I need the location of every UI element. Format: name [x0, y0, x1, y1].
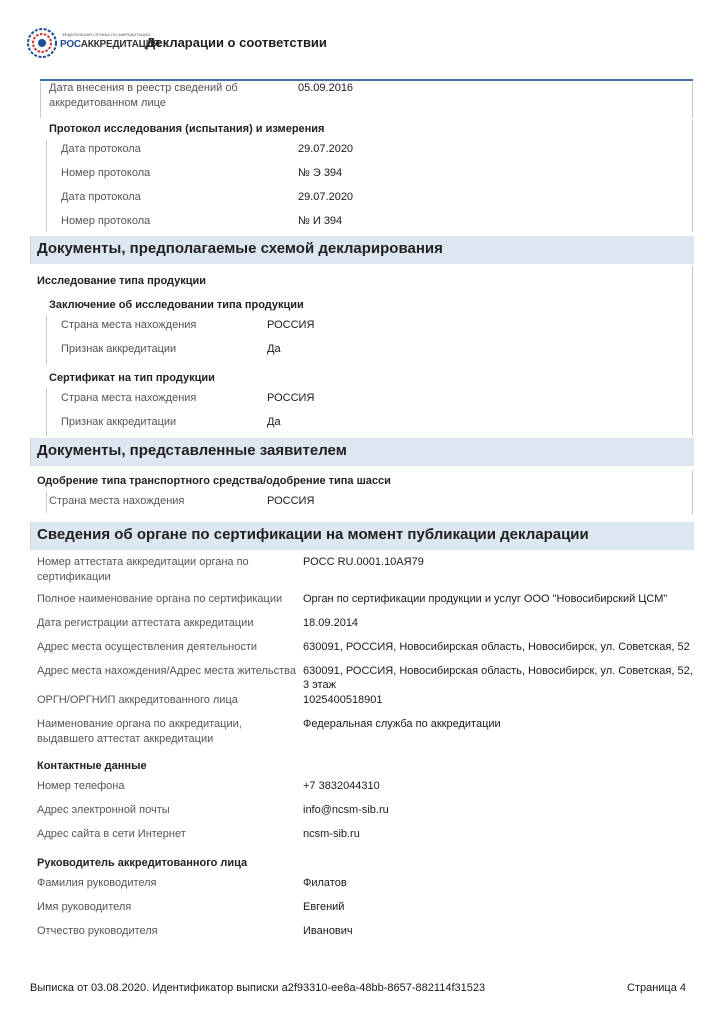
field-value: РОССИЯ	[267, 319, 315, 331]
extract-identifier: Выписка от 03.08.2020. Идентификатор выписки a2f93310-ee8a-48bb-8657-882114f31523	[30, 982, 486, 994]
field-label: Адрес сайта в сети Интернет	[37, 828, 186, 840]
field-value: РОСС RU.0001.10АЯ79	[303, 556, 424, 568]
field-label: ОРГН/ОРГНИП аккредитованного лица	[37, 694, 238, 706]
field-label: Отчество руководителя	[37, 925, 158, 937]
field-label: Адрес электронной почты	[37, 804, 170, 816]
group-heading: Одобрение типа транспортного средства/одобрение типа шасси	[37, 475, 391, 487]
subsection-heading: Протокол исследования (испытания) и измерения	[49, 123, 325, 135]
field-value: РОССИЯ	[267, 495, 315, 507]
logo-wordmark: РОСАККРЕДИТАЦИЯ	[60, 39, 160, 50]
field-value: info@ncsm-sib.ru	[303, 804, 389, 816]
field-label: Дата протокола	[61, 191, 141, 203]
group-bar	[46, 388, 47, 436]
page-title: Декларации о соответствии	[146, 35, 327, 50]
field-value: +7 3832044310	[303, 780, 380, 792]
field-label: Адрес места осуществления деятельности	[37, 641, 258, 653]
field-value: Евгений	[303, 901, 345, 913]
field-label: Дата регистрации аттестата аккредитации	[37, 617, 254, 629]
group-bar	[692, 470, 693, 514]
field-value: 1025400518901	[303, 694, 383, 706]
subsection-heading: Заключение об исследовании типа продукции	[49, 299, 304, 311]
rosaccreditation-logo	[24, 26, 160, 60]
field-value: ncsm-sib.ru	[303, 828, 360, 840]
field-label: Наименование органа по аккредитации,	[37, 718, 242, 730]
section-title: Документы, представленные заявителем	[37, 442, 347, 459]
field-value: 630091, РОССИЯ, Новосибирская область, Новосибирск, ул. Советская, 52,	[303, 665, 693, 677]
group-heading: Руководитель аккредитованного лица	[37, 857, 248, 869]
field-value: 05.09.2016	[298, 82, 354, 94]
group-bar	[46, 491, 47, 513]
group-bar	[46, 140, 47, 232]
group-bar	[692, 266, 693, 436]
field-value: 29.07.2020	[298, 143, 354, 155]
field-value: № И 394	[298, 215, 343, 227]
field-value: 3 этаж	[303, 679, 336, 691]
field-label: Номер протокола	[61, 167, 151, 179]
field-value: Иванович	[303, 925, 353, 937]
field-label: Номер протокола	[61, 215, 151, 227]
section-header	[30, 522, 694, 550]
field-label: аккредитованном лице	[49, 97, 166, 109]
field-value: Да	[267, 416, 281, 428]
section-header	[30, 236, 694, 264]
logo-caption: ФЕДЕРАЛЬНАЯ СЛУЖБА ПО АККРЕДИТАЦИИ	[62, 32, 151, 37]
section-title: Сведения об органе по сертификации на момент публикации декларации	[37, 526, 589, 543]
field-label: Адрес места нахождения/Адрес места жительства	[37, 665, 297, 677]
field-label: Фамилия руководителя	[37, 877, 157, 889]
field-value: Филатов	[303, 877, 347, 889]
field-label: выдавшего аттестат аккредитации	[37, 733, 214, 745]
page-number: Страница 4	[627, 982, 687, 994]
field-value: 18.09.2014	[303, 617, 359, 629]
field-value: РОССИЯ	[267, 392, 315, 404]
field-value: № Э 394	[298, 167, 343, 179]
group-bar	[40, 82, 41, 118]
field-label: Дата протокола	[61, 143, 141, 155]
field-label: Полное наименование органа по сертификации	[37, 593, 283, 605]
field-label: Дата внесения в реестр сведений об	[49, 82, 238, 94]
field-label: Признак аккредитации	[61, 343, 177, 355]
field-label: Имя руководителя	[37, 901, 132, 913]
field-value: 630091, РОССИЯ, Новосибирская область, Новосибирск, ул. Советская, 52	[303, 641, 690, 653]
field-label: Страна места нахождения	[61, 319, 197, 331]
field-value: Федеральная служба по аккредитации	[303, 718, 501, 730]
emblem-icon	[24, 26, 60, 60]
section-title: Документы, предполагаемые схемой декларирования	[37, 240, 443, 257]
subsection-heading: Сертификат на тип продукции	[49, 372, 215, 384]
group-heading: Контактные данные	[37, 760, 147, 772]
field-label: сертификации	[37, 571, 111, 583]
section-header	[30, 438, 694, 466]
field-label: Номер телефона	[37, 780, 125, 792]
field-label: Номер аттестата аккредитации органа по	[37, 556, 249, 568]
group-bar	[692, 120, 693, 232]
page-header	[0, 0, 723, 80]
group-bar	[692, 82, 693, 118]
group-bar	[46, 315, 47, 365]
field-label: Страна места нахождения	[49, 495, 185, 507]
field-label: Страна места нахождения	[61, 392, 197, 404]
field-value: Орган по сертификации продукции и услуг ООО "Новосибирский ЦСМ"	[303, 593, 668, 605]
field-value: 29.07.2020	[298, 191, 354, 203]
field-label: Признак аккредитации	[61, 416, 177, 428]
field-value: Да	[267, 343, 281, 355]
group-heading: Исследование типа продукции	[37, 275, 207, 287]
